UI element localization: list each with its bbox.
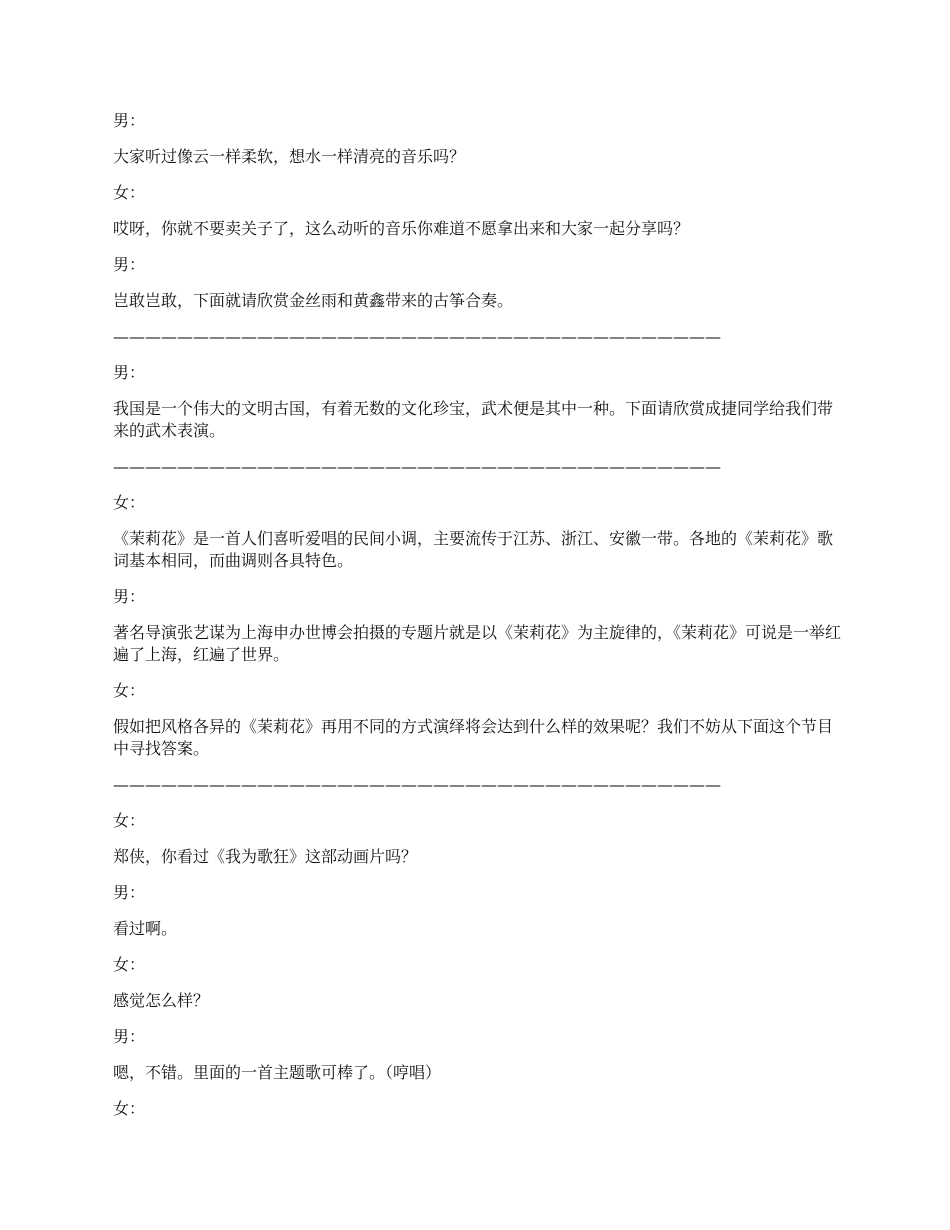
section-divider: —————————————————————————————————————— (113, 775, 721, 794)
speaker-label-male: 男： (113, 363, 146, 382)
speaker-label-female: 女： (113, 811, 146, 830)
speaker-label-female: 女： (113, 955, 146, 974)
speaker-label-female: 女： (113, 183, 146, 202)
section-divider: —————————————————————————————————————— (113, 327, 721, 346)
speaker-label-male: 男： (113, 883, 146, 902)
section-divider: —————————————————————————————————————— (113, 457, 721, 476)
script-body (113, 110, 843, 1134)
dialogue-paragraph: 假如把风格各异的《茉莉花》再用不同的方式演绎将会达到什么样的效果呢？我们不妨从下面这个节目中寻找答案。 (113, 717, 834, 758)
speaker-label-female: 女： (113, 493, 146, 512)
dialogue-paragraph: 大家听过像云一样柔软，想水一样清亮的音乐吗？ (113, 147, 466, 166)
speaker-label-male: 男： (113, 1027, 146, 1046)
speaker-label-male: 男： (113, 255, 146, 274)
dialogue-paragraph: 郑侠，你看过《我为歌狂》这部动画片吗？ (113, 847, 418, 866)
speaker-label-female: 女： (113, 1099, 146, 1118)
dialogue-paragraph: 看过啊。 (113, 919, 178, 938)
dialogue-paragraph: 嗯，不错。里面的一首主题歌可棒了。（哼唱） (113, 1063, 442, 1082)
dialogue-paragraph: 著名导演张艺谋为上海申办世博会拍摄的专题片就是以《茉莉花》为主旋律的，《茉莉花》可说是一举红遍了上海，红遍了世界。 (113, 623, 842, 664)
dialogue-paragraph: 哎呀，你就不要卖关子了，这么动听的音乐你难道不愿拿出来和大家一起分享吗？ (113, 219, 690, 238)
dialogue-paragraph: 我国是一个伟大的文明古国，有着无数的文化珍宝，武术便是其中一种。下面请欣赏成捷同学给我们带来的武术表演。 (113, 399, 834, 440)
dialogue-paragraph: 《茉莉花》是一首人们喜听爱唱的民间小调，主要流传于江苏、浙江、安徽一带。各地的《茉莉花》歌词基本相同，而曲调则各具特色。 (113, 529, 834, 570)
speaker-label-male: 男： (113, 111, 146, 130)
dialogue-paragraph: 感觉怎么样？ (113, 991, 210, 1010)
speaker-label-female: 女： (113, 681, 146, 700)
dialogue-paragraph: 岂敢岂敢，下面就请欣赏金丝雨和黄鑫带来的古筝合奏。 (113, 291, 514, 310)
speaker-label-male: 男： (113, 587, 146, 606)
